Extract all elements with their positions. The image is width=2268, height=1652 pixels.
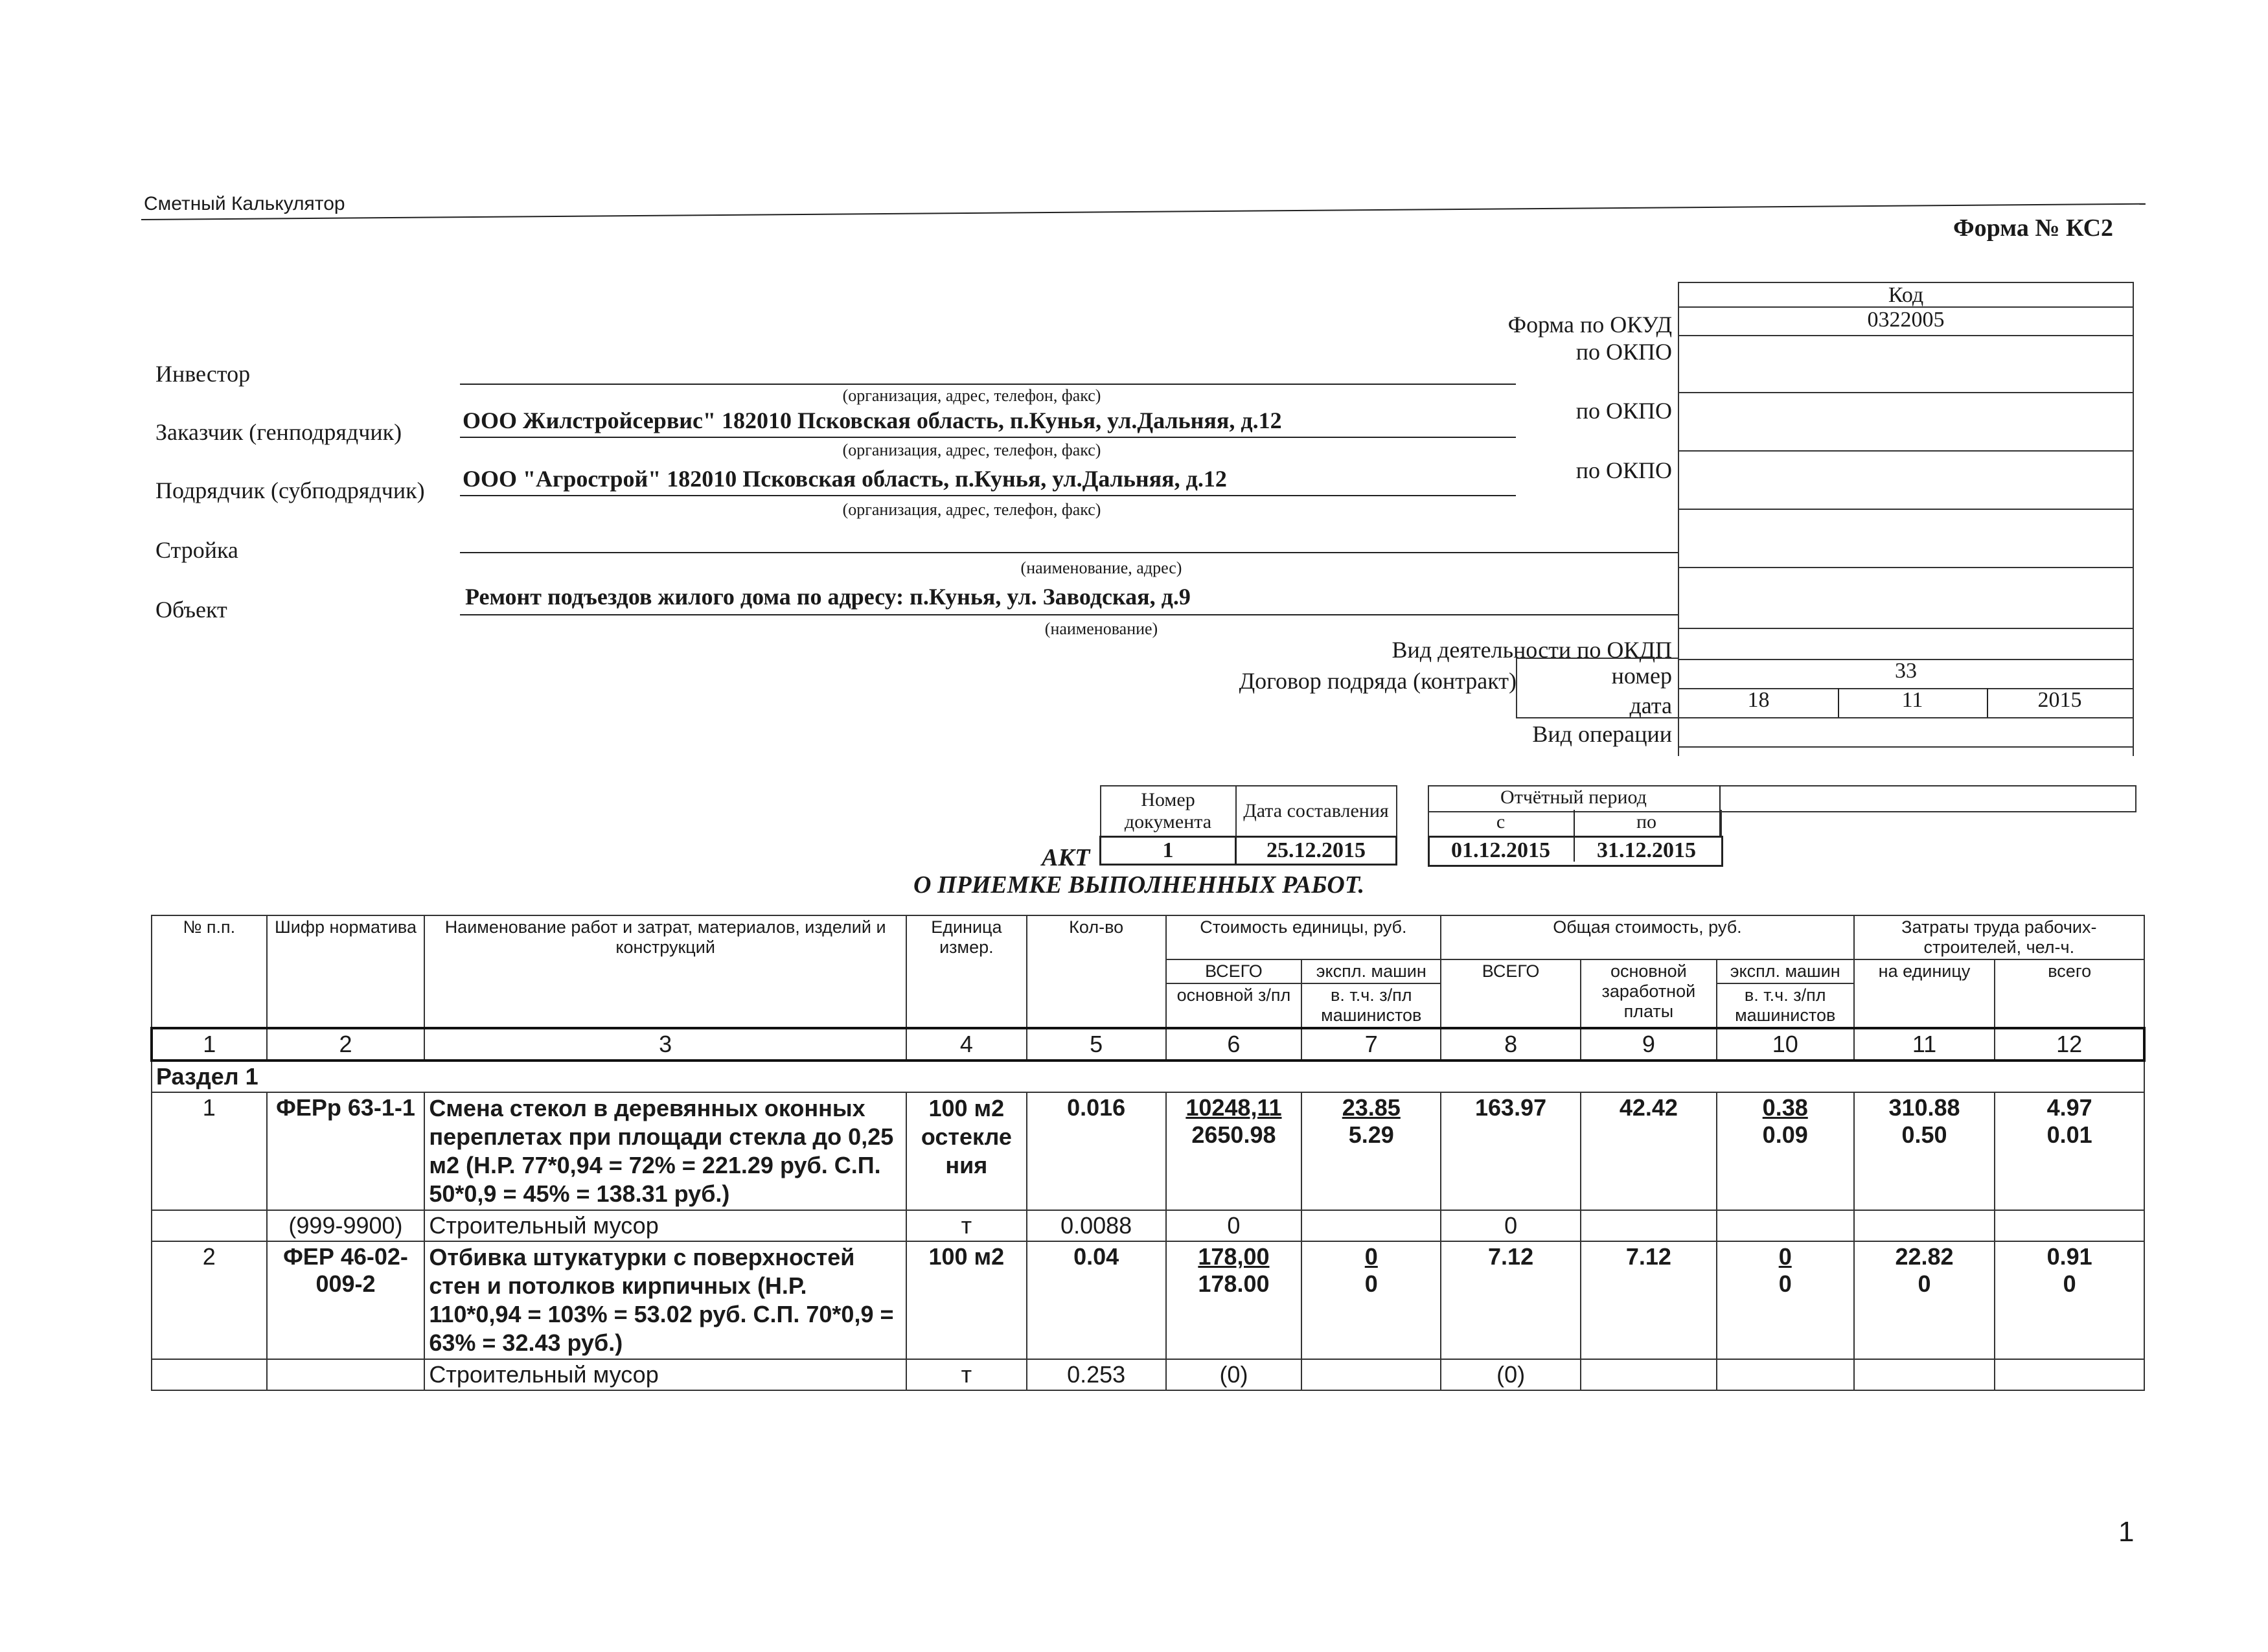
col-num-header: № п.п.	[152, 915, 267, 1028]
row-total-all: 0	[1441, 1210, 1581, 1241]
col-total-machine-header: экспл. машин	[1717, 959, 1854, 983]
customer-value: ООО Жилстройсервис" 182010 Псковская область, п.Кунья, ул.Дальняя, д.12	[463, 407, 1282, 433]
row-unit-cost-cell	[1166, 1092, 1302, 1210]
row-code: ФЕР 46-02-009-2	[267, 1241, 425, 1359]
doc-number: 1	[1101, 836, 1236, 864]
col-name-header: Наименование работ и затрат, материалов, изделий и конструкций	[424, 915, 906, 1028]
col-number: 4	[906, 1028, 1027, 1061]
code-box	[1678, 282, 2134, 756]
act-word: АКТ	[1042, 844, 1090, 871]
date-header: Дата составления	[1236, 786, 1397, 836]
row-qty: 0.253	[1027, 1359, 1166, 1390]
row-unit-machinists: 0	[1364, 1270, 1378, 1297]
row-total-machinists: 0.09	[1762, 1121, 1808, 1148]
number-label: номер	[1611, 663, 1672, 689]
row-labor-unit-a: 310.88	[1888, 1094, 1960, 1121]
row-unit: т	[906, 1359, 1027, 1390]
row-total-machine: 0	[1778, 1243, 1792, 1270]
period-from: 01.12.2015	[1451, 838, 1550, 862]
row-labor-unit-a: 22.82	[1895, 1243, 1954, 1270]
okud-value: 0322005	[1867, 308, 1945, 332]
row-unit-machine-cell	[1301, 1241, 1441, 1359]
contract-day: 18	[1747, 688, 1770, 712]
col-labor-unit-header: на единицу	[1854, 959, 1995, 1028]
period-header: Отчётный период	[1500, 786, 1647, 808]
investor-caption: (организация, адрес, телефон, факс)	[842, 386, 1101, 405]
site-label: Стройка	[155, 537, 238, 563]
table-row	[152, 1210, 2144, 1241]
col-unit-machine-header: экспл. машин	[1301, 959, 1441, 983]
col-number: 1	[152, 1028, 267, 1061]
okpo-label-1: по ОКПО	[1575, 339, 1672, 365]
row-total-all: 7.12	[1441, 1241, 1581, 1359]
row-num: 2	[152, 1241, 267, 1359]
period-from-label: с	[1496, 811, 1506, 832]
contractor-caption: (организация, адрес, телефон, факс)	[842, 500, 1101, 519]
col-unit-base-header: основной з/пл	[1166, 983, 1302, 1028]
col-number: 7	[1301, 1028, 1441, 1061]
row-num: 1	[152, 1092, 267, 1210]
row-unit-total: 10248,11	[1186, 1094, 1282, 1121]
works-table	[150, 915, 2146, 1391]
row-code: ФЕРр 63-1-1	[267, 1092, 425, 1210]
row-unit: т	[906, 1210, 1027, 1241]
header-rule	[141, 203, 2146, 220]
okdp-label: Вид деятельности по ОКДП	[1392, 637, 1672, 663]
investor-label: Инвестор	[155, 361, 251, 387]
column-numbers-row	[152, 1028, 2144, 1061]
col-number: 10	[1717, 1028, 1854, 1061]
act-subtitle: О ПРИЕМКЕ ВЫПОЛНЕННЫХ РАБОТ.	[913, 871, 1365, 899]
contract-year: 2015	[2037, 688, 2082, 712]
row-qty: 0.0088	[1027, 1210, 1166, 1241]
row-unit-machine: 23.85	[1342, 1094, 1401, 1121]
row-total-all: 163.97	[1441, 1092, 1581, 1210]
col-number: 11	[1854, 1028, 1995, 1061]
row-unit: 100 м2	[906, 1241, 1027, 1359]
site-caption: (наименование, адрес)	[1020, 558, 1182, 577]
row-labor-unit-cell	[1854, 1241, 1995, 1359]
row-total-machine-cell	[1717, 1092, 1854, 1210]
act-doc-table	[1099, 785, 1397, 866]
row-code: (999-9900)	[267, 1210, 425, 1241]
row-labor-unit-b: 0	[1918, 1270, 1931, 1297]
code-header: Код	[1888, 283, 1924, 307]
col-number: 8	[1441, 1028, 1581, 1061]
table-row	[152, 1092, 2144, 1210]
col-unit-total-header: ВСЕГО	[1166, 959, 1302, 983]
row-labor-total-a: 0.91	[2046, 1243, 2092, 1270]
object-label: Объект	[155, 597, 227, 623]
col-number: 5	[1027, 1028, 1166, 1061]
okud-label: Форма по ОКУД	[1507, 312, 1672, 338]
row-unit-total: 178,00	[1198, 1243, 1270, 1270]
object-caption: (наименование)	[1044, 619, 1158, 638]
customer-label: Заказчик (генподрядчик)	[155, 419, 402, 445]
row-unit-total: 0	[1166, 1210, 1302, 1241]
period-to-label: по	[1636, 811, 1657, 832]
col-total-all-header: ВСЕГО	[1441, 959, 1581, 1028]
row-labor-unit-cell	[1854, 1092, 1995, 1210]
row-unit-machine: 0	[1364, 1243, 1378, 1270]
period-to: 31.12.2015	[1597, 838, 1696, 862]
table-row	[152, 1359, 2144, 1390]
row-unit-base: 178.00	[1198, 1270, 1270, 1297]
col-unit-machinists-header: в. т.ч. з/пл машинистов	[1301, 983, 1441, 1028]
row-name: Строительный мусор	[424, 1210, 906, 1241]
col-qty-header: Кол-во	[1027, 915, 1166, 1028]
row-labor-total-cell	[1995, 1241, 2144, 1359]
row-total-machinists: 0	[1778, 1270, 1792, 1297]
col-number: 3	[424, 1028, 906, 1061]
col-unit-cost-header: Стоимость единицы, руб.	[1166, 915, 1441, 959]
doc-date: 25.12.2015	[1236, 836, 1397, 864]
page-number: 1	[2118, 1516, 2135, 1548]
okpo-label-3: по ОКПО	[1575, 457, 1672, 483]
row-name: Отбивка штукатурки с поверхностей стен и потолков кирпичных (Н.Р. 110*0,94 = 103% = 53.02 руб. С.П. 70*0,9 = 63% = 32.43 руб.)	[424, 1241, 906, 1359]
row-total-machine-cell	[1717, 1241, 1854, 1359]
row-qty: 0.016	[1027, 1092, 1166, 1210]
object-value: Ремонт подъездов жилого дома по адресу: п.Кунья, ул. Заводская, д.9	[465, 584, 1191, 610]
row-unit-base: 2650.98	[1191, 1121, 1276, 1148]
row-labor-total-b: 0	[2063, 1270, 2076, 1297]
date-label: дата	[1629, 693, 1672, 718]
row-name: Строительный мусор	[424, 1359, 906, 1390]
contract-number: 33	[1895, 659, 1917, 683]
table-row	[152, 1241, 2144, 1359]
contractor-label: Подрядчик (субподрядчик)	[155, 477, 425, 503]
period-box	[1428, 777, 2134, 862]
col-number: 2	[267, 1028, 425, 1061]
contract-label: Договор подряда (контракт)	[1239, 668, 1517, 694]
col-number: 12	[1995, 1028, 2144, 1061]
col-unit-header: Единица измер.	[906, 915, 1027, 1028]
col-total-machinists-header: в. т.ч. з/пл машинистов	[1717, 983, 1854, 1028]
col-labor-total-header: всего	[1995, 959, 2144, 1028]
customer-caption: (организация, адрес, телефон, факс)	[842, 441, 1101, 459]
doc-number-header: Номер документа	[1101, 786, 1236, 836]
col-labor-header: Затраты труда рабочих-строителей, чел-ч.	[1854, 915, 2144, 959]
row-qty: 0.04	[1027, 1241, 1166, 1359]
col-code-header: Шифр норматива	[267, 915, 425, 1028]
section-title: Раздел 1	[152, 1061, 2144, 1092]
row-unit-machinists: 5.29	[1348, 1121, 1394, 1148]
col-total-wage-header: основной заработной платы	[1581, 959, 1717, 1028]
contractor-value: ООО "Агрострой" 182010 Псковская область, п.Кунья, ул.Дальняя, д.12	[463, 466, 1227, 492]
okpo-label-2: по ОКПО	[1575, 398, 1672, 424]
row-labor-total-a: 4.97	[2046, 1094, 2092, 1121]
row-unit-total: (0)	[1166, 1359, 1302, 1390]
form-title: Форма № КС2	[1953, 214, 2114, 242]
row-labor-unit-b: 0.50	[1901, 1121, 1947, 1148]
row-unit: 100 м2 остекле ния	[906, 1092, 1027, 1210]
row-total-wage: 42.42	[1581, 1092, 1717, 1210]
col-number: 6	[1166, 1028, 1302, 1061]
contract-month: 11	[1901, 688, 1923, 712]
col-total-cost-header: Общая стоимость, руб.	[1441, 915, 1853, 959]
row-unit-machine-cell	[1301, 1092, 1441, 1210]
col-number: 9	[1581, 1028, 1717, 1061]
row-labor-total-b: 0.01	[2046, 1121, 2092, 1148]
row-labor-total-cell	[1995, 1092, 2144, 1210]
app-name: Сметный Калькулятор	[144, 193, 345, 214]
row-unit-cost-cell	[1166, 1241, 1302, 1359]
row-name: Смена стекол в деревянных оконных переплетах при площади стекла до 0,25 м2 (Н.Р. 77*0,94 = 72% = 221.29 руб. С.П. 50*0,9 = 45% = 138.31 руб.)	[424, 1092, 906, 1210]
operation-label: Вид операции	[1532, 721, 1672, 747]
row-total-wage: 7.12	[1581, 1241, 1717, 1359]
row-total-machine: 0.38	[1762, 1094, 1808, 1121]
row-total-all: (0)	[1441, 1359, 1581, 1390]
